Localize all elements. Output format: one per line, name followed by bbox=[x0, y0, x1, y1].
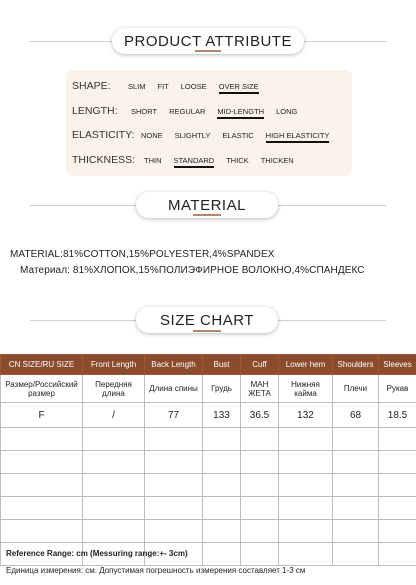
empty-cell bbox=[241, 497, 279, 520]
ru-header-bust: Грудь bbox=[203, 375, 241, 403]
measurement-unit-note: Единица измерения: см. Допустимая погрешность измерения составляет 1-3 см bbox=[6, 566, 306, 575]
cell-shoulders: 68 bbox=[333, 403, 379, 428]
ru-header-size: Размер/Российский размер bbox=[1, 375, 83, 403]
empty-cell bbox=[203, 474, 241, 497]
ru-header-shoulders: Плечи bbox=[333, 375, 379, 403]
table-row-empty bbox=[1, 520, 416, 543]
empty-cell bbox=[241, 451, 279, 474]
empty-cell bbox=[83, 474, 145, 497]
heading-underline bbox=[195, 50, 221, 52]
empty-cell bbox=[379, 474, 416, 497]
empty-cell bbox=[1, 428, 83, 451]
empty-cell bbox=[83, 428, 145, 451]
empty-cell bbox=[379, 497, 416, 520]
empty-cell bbox=[145, 474, 203, 497]
material-text-en: MATERIAL:81%COTTON,15%POLYESTER,4%SPANDEX bbox=[10, 249, 275, 260]
ru-header-cuff: МАН ЖЕТА bbox=[241, 375, 279, 403]
empty-cell bbox=[83, 520, 145, 543]
empty-cell bbox=[241, 428, 279, 451]
option-standard: STANDARD bbox=[173, 155, 215, 165]
attribute-row-elasticity bbox=[72, 127, 341, 143]
header-back-length: Back Length bbox=[145, 355, 203, 375]
attribute-row-shape bbox=[72, 78, 271, 94]
material-title: MATERIAL bbox=[168, 196, 246, 214]
empty-cell bbox=[203, 497, 241, 520]
header-cn-size: CN SIZE/RU SIZE bbox=[1, 355, 83, 375]
option-thicken: THICKEN bbox=[260, 155, 294, 165]
option-none: NONE bbox=[141, 130, 163, 140]
empty-cell bbox=[279, 497, 333, 520]
table-row-empty bbox=[1, 451, 416, 474]
empty-cell bbox=[83, 497, 145, 520]
heading-underline bbox=[193, 214, 221, 216]
empty-cell bbox=[279, 428, 333, 451]
option-slim: SLIM bbox=[128, 81, 146, 91]
attribute-label: THICKNESS: bbox=[72, 154, 136, 166]
empty-cell bbox=[145, 428, 203, 451]
option-regular: REGULAR bbox=[169, 106, 206, 116]
option-short: SHORT bbox=[131, 106, 158, 116]
empty-cell bbox=[145, 497, 203, 520]
ru-header-lower-hem: Нижняя кайма bbox=[279, 375, 333, 403]
cell-size: F bbox=[1, 403, 83, 428]
cell-lower-hem: 132 bbox=[279, 403, 333, 428]
cell-cuff: 36.5 bbox=[241, 403, 279, 428]
attribute-label: SHAPE: bbox=[72, 80, 111, 92]
empty-cell bbox=[333, 474, 379, 497]
cell-back-length: 77 bbox=[145, 403, 203, 428]
option-fit: FIT bbox=[157, 81, 169, 91]
header-cuff: Cuff bbox=[241, 355, 279, 375]
table-header-row bbox=[1, 355, 416, 375]
empty-cell bbox=[203, 520, 241, 543]
empty-cell bbox=[379, 543, 416, 566]
empty-cell bbox=[333, 451, 379, 474]
empty-cell bbox=[83, 451, 145, 474]
empty-cell bbox=[279, 451, 333, 474]
heading-underline bbox=[193, 330, 221, 332]
attribute-row-thickness bbox=[72, 152, 306, 168]
option-high-elasticity: HIGH ELASTICITY bbox=[265, 130, 330, 140]
empty-cell bbox=[241, 474, 279, 497]
table-ru-header-row bbox=[1, 375, 416, 403]
empty-cell bbox=[203, 543, 241, 566]
option-slightly: SLIGHTLY bbox=[174, 130, 211, 140]
empty-cell bbox=[241, 520, 279, 543]
product-attribute-title: PRODUCT ATTRIBUTE bbox=[124, 32, 292, 50]
header-lower-hem: Lower hem bbox=[279, 355, 333, 375]
empty-cell bbox=[1, 497, 83, 520]
option-loose: LOOSE bbox=[180, 81, 207, 91]
empty-cell bbox=[1, 451, 83, 474]
empty-cell bbox=[1, 520, 83, 543]
empty-cell bbox=[333, 428, 379, 451]
table-row bbox=[1, 403, 416, 428]
empty-cell bbox=[333, 520, 379, 543]
option-over-size: OVER SIZE bbox=[218, 81, 259, 91]
cell-front-length: / bbox=[83, 403, 145, 428]
table-row-empty bbox=[1, 497, 416, 520]
option-thin: THIN bbox=[144, 155, 162, 165]
option-long: LONG bbox=[276, 106, 298, 116]
header-bust: Bust bbox=[203, 355, 241, 375]
reference-range-note: Reference Range: cm (Messuring range:+- 3cm) bbox=[6, 549, 188, 558]
material-text-ru: Материал: 81%ХЛОПОК,15%ПОЛИЭФИРНОЕ ВОЛОКНО,4%СПАНДЕКС bbox=[20, 265, 365, 276]
attribute-panel bbox=[66, 70, 352, 176]
header-sleeves: Sleeves bbox=[379, 355, 416, 375]
attribute-label: LENGTH: bbox=[72, 105, 118, 117]
empty-cell bbox=[333, 543, 379, 566]
size-chart-title: SIZE CHART bbox=[160, 311, 254, 329]
cell-bust: 133 bbox=[203, 403, 241, 428]
header-shoulders: Shoulders bbox=[333, 355, 379, 375]
empty-cell bbox=[1, 474, 83, 497]
ru-header-front-length: Передняя длина bbox=[83, 375, 145, 403]
size-table bbox=[0, 354, 416, 566]
table-row-empty bbox=[1, 474, 416, 497]
option-mid-length: MID-LENGTH bbox=[217, 106, 265, 116]
empty-cell bbox=[379, 520, 416, 543]
empty-cell bbox=[279, 520, 333, 543]
option-thick: THICK bbox=[226, 155, 249, 165]
empty-cell bbox=[379, 451, 416, 474]
empty-cell bbox=[203, 428, 241, 451]
empty-cell bbox=[145, 520, 203, 543]
header-front-length: Front Length bbox=[83, 355, 145, 375]
attribute-label: ELASTICITY: bbox=[72, 129, 135, 141]
cell-sleeves: 18.5 bbox=[379, 403, 416, 428]
empty-cell bbox=[145, 451, 203, 474]
empty-cell bbox=[279, 543, 333, 566]
empty-cell bbox=[241, 543, 279, 566]
attribute-row-length bbox=[72, 103, 309, 119]
ru-header-sleeves: Рукав bbox=[379, 375, 416, 403]
empty-cell bbox=[279, 474, 333, 497]
empty-cell bbox=[333, 497, 379, 520]
option-elastic: ELASTIC bbox=[222, 130, 254, 140]
empty-cell bbox=[379, 428, 416, 451]
empty-cell bbox=[203, 451, 241, 474]
ru-header-back-length: Длина спины bbox=[145, 375, 203, 403]
table-row-empty bbox=[1, 428, 416, 451]
